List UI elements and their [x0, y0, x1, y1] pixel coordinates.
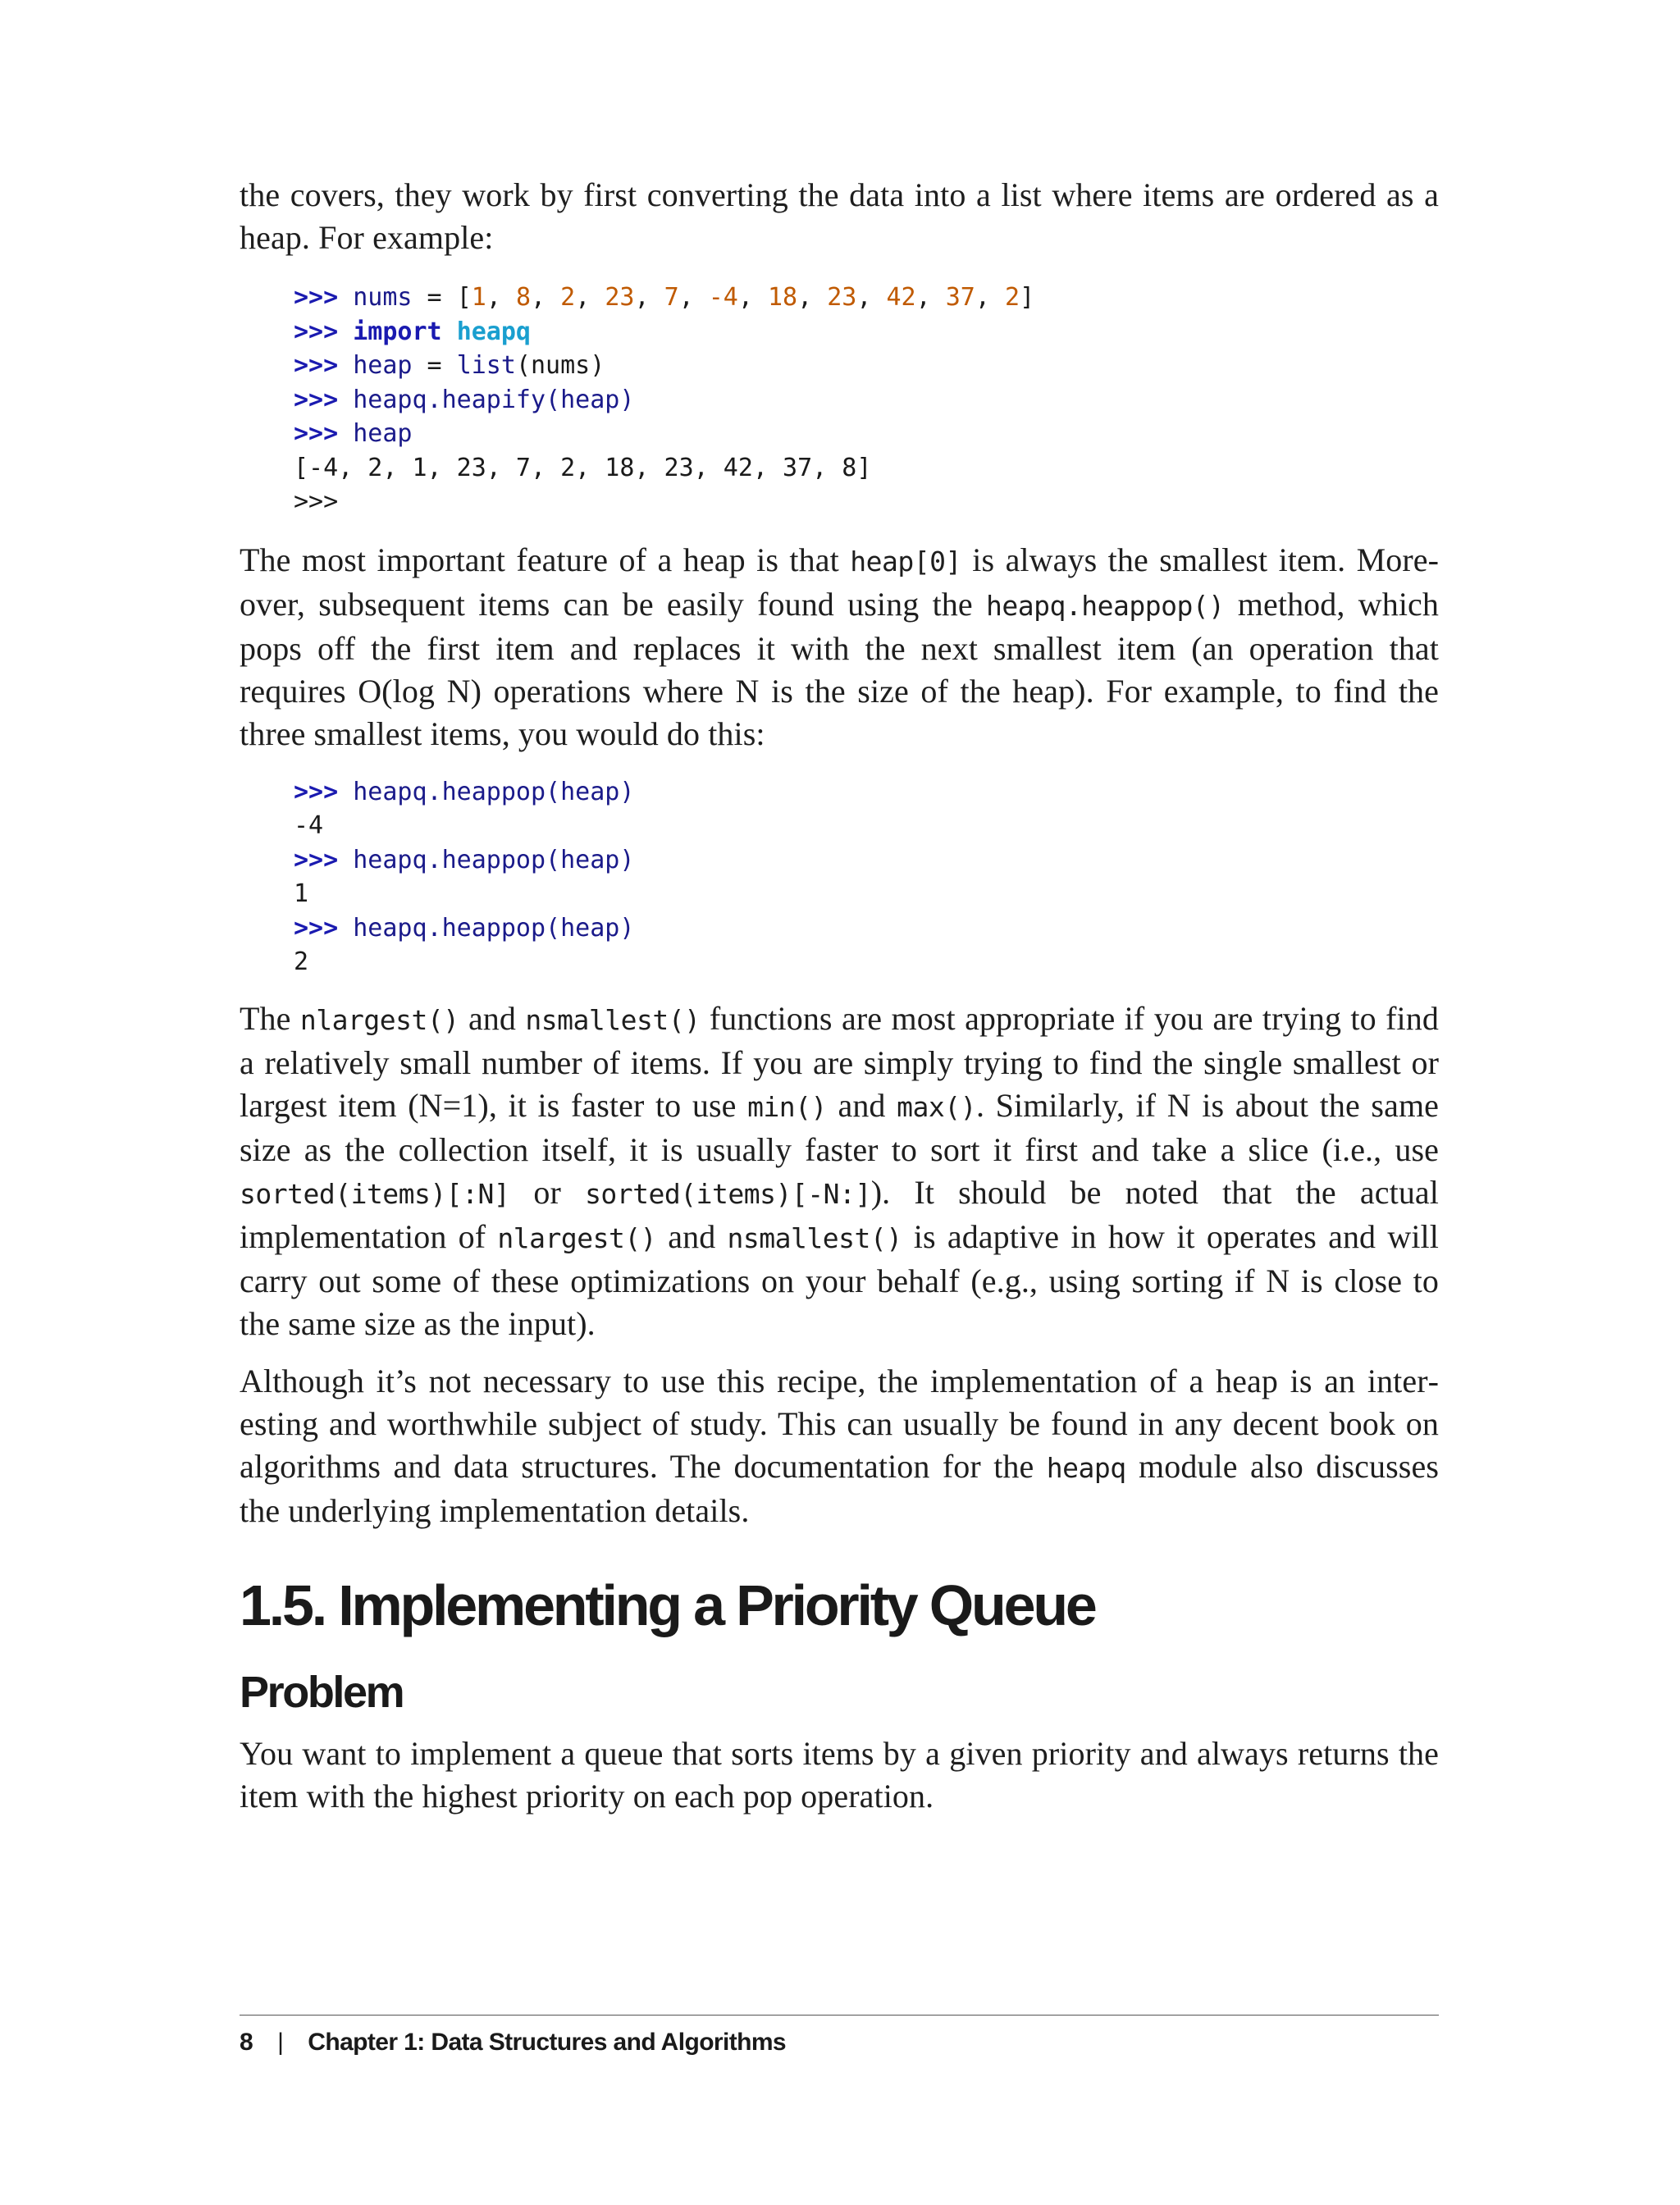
list-separator: ,	[634, 283, 664, 312]
number-literal: 23	[827, 283, 857, 312]
number-literal: 1	[471, 283, 486, 312]
list-separator: ,	[856, 283, 887, 312]
code-output: -4	[294, 811, 324, 840]
paragraph-heap-study: Although it’s not necessary to use this recipe, the implementation of a heap is an interesting and worthwhile subject of study. This can usually be found in any decent book on algorithms and data structures. The documentation for the heapq module also discusses the underlying implementation details.	[240, 1362, 1439, 1529]
paragraph-heap-feature: The most important feature of a heap is that heap[0] is always the smallest item. Moreover, subsequent items can be easily found using the heapq.heappop() method, which pops off the first item and replaces it with the next smallest item (an operation that requires O(log N) operations where N is the size of the heap). For example, to find the three smallest items, you would do this:	[240, 541, 1439, 752]
list-separator: ,	[486, 283, 516, 312]
list-separator: ,	[531, 283, 561, 312]
code-output: 2	[294, 947, 309, 976]
list-separator: ,	[678, 283, 709, 312]
page-content	[240, 174, 1439, 1818]
footer-rule	[240, 2015, 1439, 2016]
number-literal: 23	[605, 283, 635, 312]
number-literal: 42	[886, 283, 916, 312]
code-line: >>> heapq.heappop(heap)	[294, 845, 635, 874]
code-output: [-4, 2, 1, 23, 7, 2, 18, 23, 42, 37, 8]	[294, 453, 872, 482]
number-literal: 2	[1005, 283, 1020, 312]
paragraph-problem: You want to implement a queue that sorts items by a given priority and always returns the item with the highest priority on each pop operation.	[240, 1734, 1439, 1815]
paragraph-nlargest: The nlargest() and nsmallest() functions are most appropriate if you are trying to find a relatively small number of items. If you are simply trying to find the single smallest or largest item (N=1), it is faster to use min() and max(). Similarly, if N is about the same size as the collection itself, it is usually faster to sort it first and take a slice (i.e., use sorted(items)[:N] or sorted(items)[-N:]). It should be noted that the actual implementation of nlargest() and nsmallest() is adaptive in how it operates and will carry out some of these optimizations on your behalf (e.g., using sorting if N is close to the same size as the input).	[240, 999, 1440, 1342]
code-line: >>> nums = [1, 8, 2, 23, 7, -4, 18, 23, 42, 37, 2]	[294, 283, 1035, 312]
code-line: >>> heapq.heappop(heap)	[294, 777, 635, 806]
code-line: >>> heap = list(nums)	[294, 351, 605, 380]
page-footer	[240, 2026, 786, 2059]
list-separator: ,	[797, 283, 828, 312]
number-literal: 37	[945, 283, 975, 312]
page-number: 8	[240, 2029, 253, 2056]
code-line: >>> heapq.heapify(heap)	[294, 385, 635, 414]
number-list	[472, 283, 1020, 312]
paragraph-intro: the covers, they work by first converting the data into a list where items are ordered as a heap. For example:	[240, 176, 1439, 256]
list-separator: ,	[737, 283, 768, 312]
list-separator: ,	[975, 283, 1005, 312]
problem-heading: Problem	[240, 1667, 404, 1717]
number-literal: 7	[664, 283, 679, 312]
list-separator: ,	[915, 283, 946, 312]
code-block-heapify	[240, 281, 1439, 519]
number-literal: 18	[768, 283, 798, 312]
list-separator: ,	[575, 283, 605, 312]
code-line: >>> import heapq	[294, 317, 531, 346]
number-literal: -4	[708, 283, 738, 312]
code-line: >>> heapq.heappop(heap)	[294, 913, 635, 943]
code-prompt-empty: >>>	[294, 487, 339, 516]
code-output: 1	[294, 879, 309, 908]
footer-separator: |	[277, 2029, 284, 2056]
section-heading: 1.5. Implementing a Priority Queue	[240, 1573, 1095, 1637]
number-literal: 8	[515, 283, 531, 312]
chapter-title: Chapter 1: Data Structures and Algorithms	[308, 2029, 787, 2056]
code-line: >>> heap	[294, 419, 413, 448]
code-block-heappop	[240, 775, 1439, 979]
number-literal: 2	[560, 283, 576, 312]
